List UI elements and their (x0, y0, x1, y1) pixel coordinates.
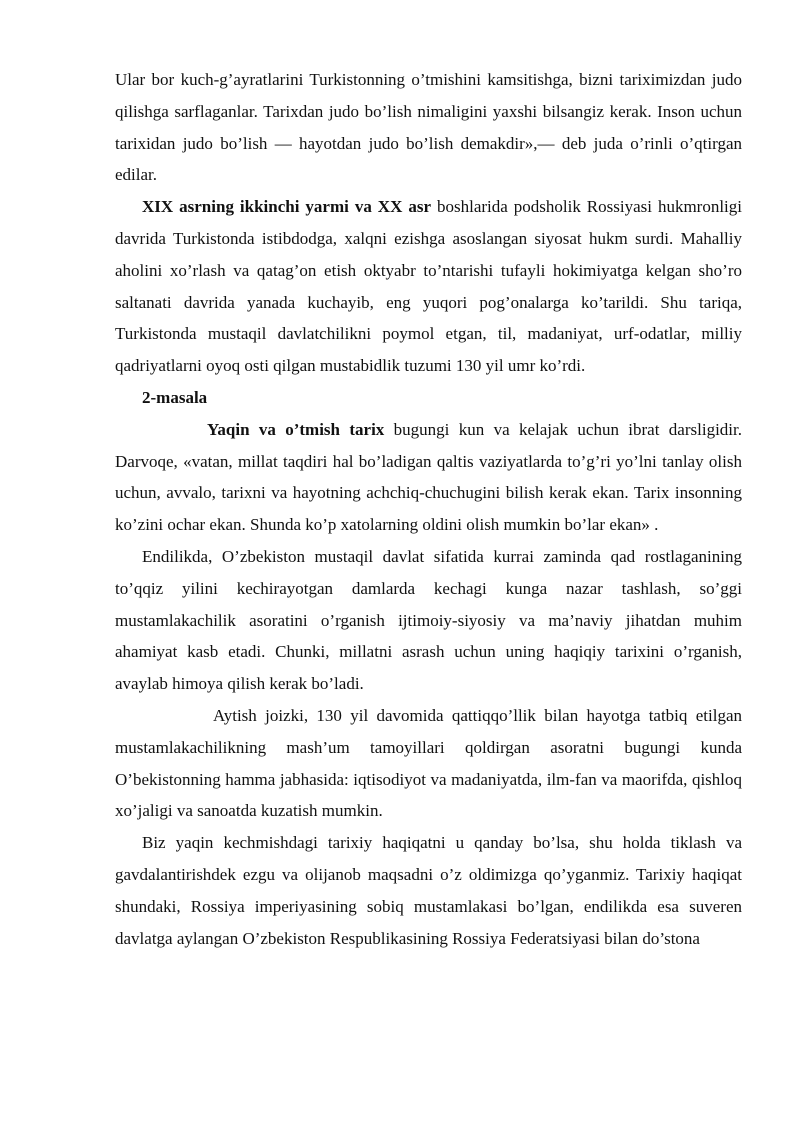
paragraph-4: Endilikda, O’zbekiston mustaqil davlat sifatida kurrai zaminda qad rostlaganining to’qqiz yilini kechirayotgan damlarda kechagi kunga nazar tashlash, so’ggi mustamlakachilik asoratini o’rganish ijtimoiy-siyosiy va ma’naviy jihatdan muhim ahamiyat kasb etadi. Chunki, millatni asrash uchun uning haqiqiy tarixini o’rganish, avaylab himoya qilish kerak bo’ladi. (115, 546, 742, 694)
paragraph-3-bold-lead: Yaqin va o’tmish tarix (207, 419, 385, 439)
paragraph-3-text: bugungi kun va kelajak uchun ibrat darsligidir. Darvoqe, «vatan, millat taqdiri hal bo’ladigan qaltis vaziyatlarda to’g’ri yo’lni tanlay olish uchun, avvalo, tarixni va hayotning achchiq-chuchugini bilish kerak ekan. Tarix insonning ko’zini ochar ekan. Shunda ko’p xatolarning oldini olish mumkin bo’lar ekan» . (115, 419, 742, 535)
paragraph-6: Biz yaqin kechmishdagi tarixiy haqiqatni u qanday bo’lsa, shu holda tiklash va gavdalantirishdek ezgu va olijanob maqsadni o’z oldimizga qo’yganmiz. Tarixiy haqiqat shundaki, Rossiya imperiyasining sobiq mustamlakasi bo’lgan, endilikda esa suveren davlatga aylangan O’zbekiston Respublikasining Rossiya Federatsiyasi bilan do’stona (115, 833, 742, 948)
paragraph-1: Ular bor kuch-g’ayratlarini Turkistonning o’tmishini kamsitishga, bizni tariximizdan judo qilishga sarflaganlar. Tarixdan judo bo’lish nimaligini yaxshi bilsangiz kerak. Inson uchun tarixidan judo bo’lish — hayotdan judo bo’lish demakdir»,— deb juda o’rinli o’qtirgan edilar. (115, 70, 742, 185)
paragraph-2 (115, 191, 742, 382)
section-heading: 2-masala (142, 387, 208, 407)
paragraph-2-text: boshlarida podsholik Rossiyasi hukmronligi davrida Turkistonda istibdodga, xalqni ezishga asoslangan siyosat hukm surdi. Mahalliy aholini xo’rlash va qatag’on etish oktyabr to’ntarishi tufayli hokimiyatga kelgan sho’ro saltanati davrida yanada kuchayib, eng yuqori pog’onalarga ko’tarildi. Shu tariqa, Turkistonda mustaqil davlatchilikni poymol etgan, til, madaniyat, urf-odatlar, milliy qadriyatlarni oyoq osti qilgan mustabidlik tuzumi 130 yil umr ko’rdi. (115, 197, 743, 376)
paragraph-3 (115, 414, 742, 541)
paragraph-5: Aytish joizki, 130 yil davomida qattiqqo’llik bilan hayotga tatbiq etilgan mustamlakachilikning mash’um tamoyillari qoldirgan asoratni bugungi kunda O’bekistonning hamma jabhasida: iqtisodiyot va madaniyatda, ilm-fan va maorifda, qishloq xo’jaligi va sanoatda kuzatish mumkin. (115, 705, 742, 821)
paragraph-2-bold-lead: XIX asrning ikkinchi yarmi va XX asr (142, 197, 431, 217)
document-page (115, 64, 742, 954)
